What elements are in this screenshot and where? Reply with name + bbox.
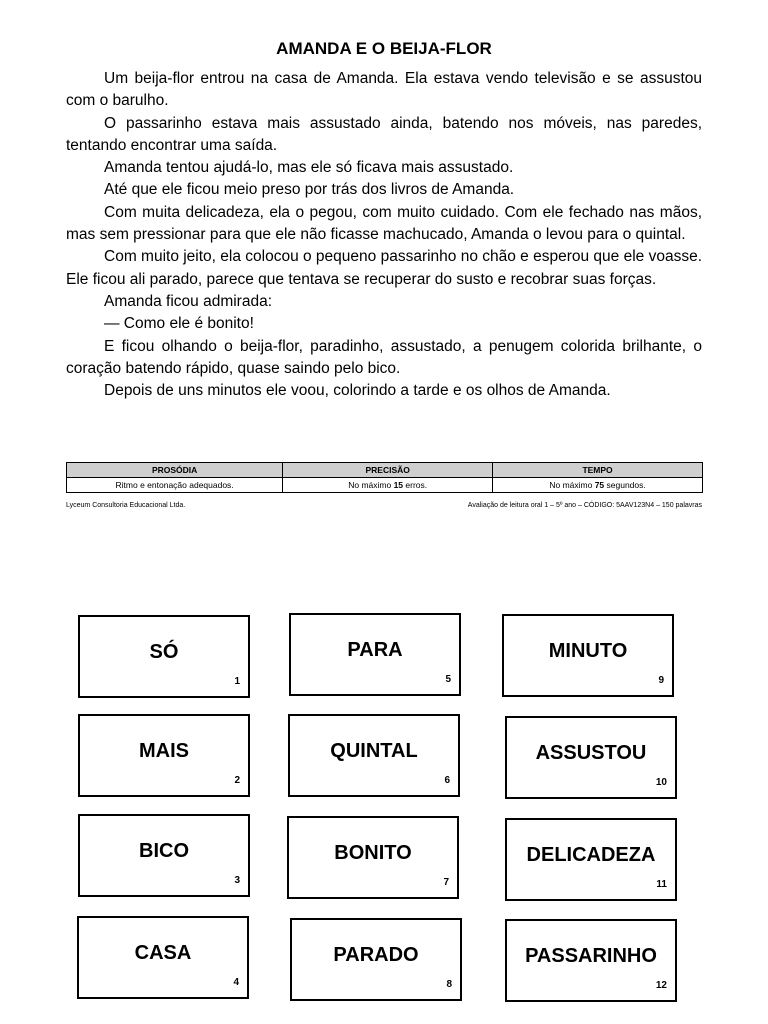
word-card xyxy=(505,919,677,1002)
card-number: 2 xyxy=(234,775,240,786)
card-number: 3 xyxy=(234,875,240,886)
paragraph: Até que ele ficou meio preso por trás dos livros de Amanda. xyxy=(104,181,515,199)
precision-value xyxy=(283,478,493,493)
word-card xyxy=(289,613,461,696)
rubric-header-row xyxy=(67,463,703,478)
precision-suffix: erros. xyxy=(403,480,428,490)
word-card xyxy=(505,818,677,901)
time-number: 75 xyxy=(594,480,605,490)
header-precision: PRECISÃO xyxy=(283,463,493,478)
card-word: MAIS xyxy=(139,740,189,762)
card-number: 4 xyxy=(233,977,239,988)
card-number: 8 xyxy=(446,979,452,990)
time-value xyxy=(493,478,703,493)
paragraph: Depois de uns minutos ele voou, colorindo a tarde e os olhos de Amanda. xyxy=(104,382,611,400)
paragraph: Amanda ficou admirada: xyxy=(104,292,273,310)
time-prefix: No máximo xyxy=(549,480,595,490)
card-word: CASA xyxy=(134,942,192,964)
card-word: BONITO xyxy=(334,842,412,864)
card-word: PASSARINHO xyxy=(525,945,657,967)
card-number: 6 xyxy=(444,775,450,786)
footer-code: Avaliação de leitura oral 1 – 5º ano – CÓDIGO: 5AAV123N4 – 150 palavras xyxy=(467,502,702,509)
card-word: QUINTAL xyxy=(330,740,418,762)
card-word: MINUTO xyxy=(548,640,628,662)
card-word: DELICADEZA xyxy=(526,844,656,866)
word-card xyxy=(287,816,459,899)
paragraph: O passarinho estava mais assustado ainda, batendo nos móveis, nas paredes, tentando encontrar uma saída. xyxy=(66,114,702,154)
paragraph: Com muito jeito, ela colocou o pequeno passarinho no chão e esperou que ele voasse. Ele ficou ali parado, parece que tentava se recuperar do susto e recobrar suas forças. xyxy=(66,248,703,288)
rubric-table xyxy=(66,462,703,493)
card-word: BICO xyxy=(139,840,189,862)
story-text xyxy=(66,68,702,402)
paragraph: Um beija-flor entrou na casa de Amanda. Ela estava vendo televisão e se assustou com o barulho. xyxy=(66,70,702,110)
precision-prefix: No máximo xyxy=(348,480,394,490)
word-card xyxy=(77,916,249,999)
word-card xyxy=(502,614,674,697)
word-card xyxy=(290,918,462,1001)
footer-company: Lyceum Consultoria Educacional Ltda. xyxy=(66,502,186,509)
card-number: 11 xyxy=(656,879,667,890)
word-card xyxy=(505,716,677,799)
header-prosody: PROSÓDIA xyxy=(67,463,283,478)
prosody-value: Ritmo e entonação adequados. xyxy=(67,478,283,493)
header-time: TEMPO xyxy=(493,463,703,478)
card-number: 5 xyxy=(445,674,451,685)
card-word: PARADO xyxy=(333,944,419,966)
card-word: ASSUSTOU xyxy=(535,742,647,764)
card-word: SÓ xyxy=(149,641,179,663)
rubric-value-row xyxy=(67,478,703,493)
card-number: 9 xyxy=(658,675,664,686)
card-number: 1 xyxy=(234,676,240,687)
card-number: 10 xyxy=(655,777,667,788)
paragraph: Amanda tentou ajudá-lo, mas ele só ficava mais assustado. xyxy=(104,159,514,177)
word-card xyxy=(288,714,460,797)
word-card xyxy=(78,615,250,698)
word-card xyxy=(78,814,250,897)
card-number: 7 xyxy=(443,877,449,888)
paragraph: — Como ele é bonito! xyxy=(104,315,254,333)
card-word: PARA xyxy=(347,639,403,661)
document-title: AMANDA E O BEIJA-FLOR xyxy=(276,39,492,58)
card-number: 12 xyxy=(655,980,667,991)
precision-number: 15 xyxy=(393,480,404,490)
time-suffix: segundos. xyxy=(604,480,646,490)
paragraph: Com muita delicadeza, ela o pegou, com muito cuidado. Com ele fechado nas mãos, mas sem pressionar para que ele não ficasse machucado, Amanda o levou para o quintal. xyxy=(66,203,702,244)
paragraph: E ficou olhando o beija-flor, paradinho, assustado, a penugem colorida brilhante, o coração batendo rápido, quase saindo pelo bico. xyxy=(66,337,702,377)
word-card xyxy=(78,714,250,797)
